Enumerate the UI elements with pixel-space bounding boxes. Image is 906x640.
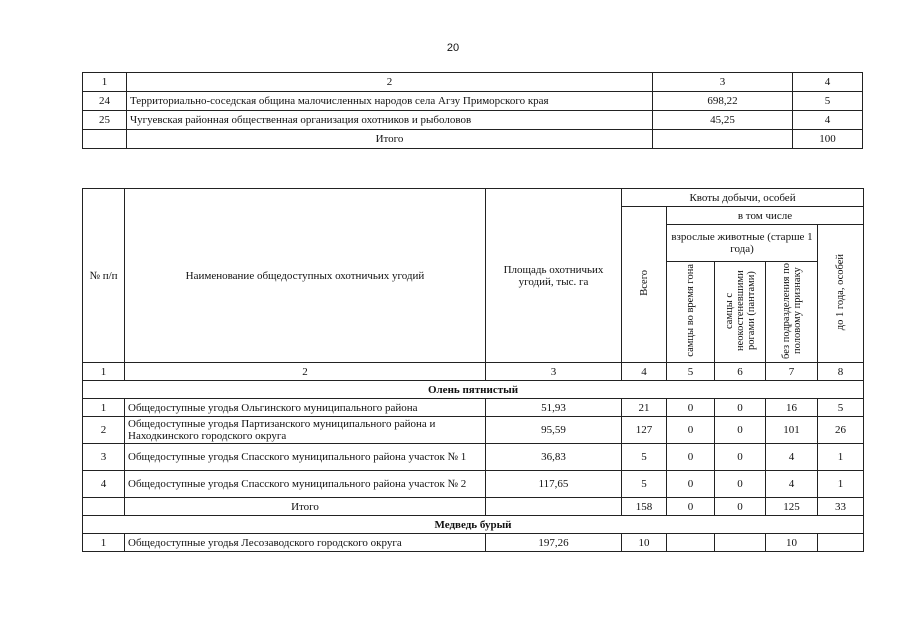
under-one-value: 33: [818, 498, 864, 516]
page-number: 20: [446, 42, 460, 54]
quota-value: 4: [793, 111, 863, 130]
area-value: 45,25: [653, 111, 793, 130]
no-sex-value: 10: [766, 534, 818, 552]
quota-value: 5: [793, 92, 863, 111]
males-unossified-value: 0: [715, 444, 766, 471]
row-number: 2: [83, 417, 125, 444]
hunting-ground-name: Общедоступные угодья Спасского муниципального района участок № 1: [125, 444, 486, 471]
no-sex-value: 4: [766, 444, 818, 471]
quota-total: 127: [622, 417, 667, 444]
header-name: Наименование общедоступных охотничьих угодий: [125, 189, 486, 363]
organization-name: Территориально-соседская община малочисленных народов села Агзу Приморского края: [127, 92, 653, 111]
row-number: 24: [83, 92, 127, 111]
quota-table: [82, 188, 864, 552]
males-unossified-value: 0: [715, 498, 766, 516]
area-value: 36,83: [486, 444, 622, 471]
section-title: Олень пятнистый: [83, 381, 864, 399]
males-unossified-value: 0: [715, 399, 766, 417]
column-number: 4: [622, 363, 667, 381]
under-one-value: [818, 534, 864, 552]
males-rut-value: 0: [667, 444, 715, 471]
under-one-value: 26: [818, 417, 864, 444]
no-sex-value: 16: [766, 399, 818, 417]
header-quotas: Квоты добычи, особей: [622, 189, 864, 207]
table-row: [83, 92, 863, 111]
header-number: № п/п: [83, 189, 125, 363]
hunting-ground-name: Общедоступные угодья Ольгинского муниципального района: [125, 399, 486, 417]
column-number: 2: [127, 73, 653, 92]
header-adults: взрослые животные (старше 1 года): [667, 225, 818, 262]
under-one-value: 5: [818, 399, 864, 417]
section-header-row: [83, 516, 864, 534]
table-row: [83, 417, 864, 444]
quota-total: 5: [622, 444, 667, 471]
column-number: 4: [793, 73, 863, 92]
quota-total: 158: [622, 498, 667, 516]
no-sex-value: 4: [766, 471, 818, 498]
column-number: 5: [667, 363, 715, 381]
quota-total: 10: [622, 534, 667, 552]
males-rut-value: 0: [667, 399, 715, 417]
organization-name: Чугуевская районная общественная организация охотников и рыболовов: [127, 111, 653, 130]
row-number: 1: [83, 534, 125, 552]
table-row: [83, 534, 864, 552]
column-number: 7: [766, 363, 818, 381]
column-number: 6: [715, 363, 766, 381]
row-number: 3: [83, 444, 125, 471]
header-under-one: до 1 года, особей: [818, 225, 864, 363]
males-rut-value: 0: [667, 417, 715, 444]
total-row: [83, 130, 863, 149]
header-total: Всего: [622, 207, 667, 363]
males-unossified-value: 0: [715, 471, 766, 498]
males-rut-value: [667, 534, 715, 552]
column-number: 1: [83, 363, 125, 381]
summary-table: [82, 72, 863, 149]
header-no-sex: без подразделения по половому признаку: [766, 262, 818, 363]
hunting-ground-name: Общедоступные угодья Спасского муниципального района участок № 2: [125, 471, 486, 498]
hunting-ground-name: Общедоступные угодья Партизанского муниципального района и Находкинского городского округа: [125, 417, 486, 444]
column-number: 1: [83, 73, 127, 92]
no-sex-value: 125: [766, 498, 818, 516]
area-value: 117,65: [486, 471, 622, 498]
table-row: [83, 471, 864, 498]
total-label: Итого: [127, 130, 653, 149]
table-header-row: [83, 73, 863, 92]
males-unossified-value: 0: [715, 417, 766, 444]
header-including: в том числе: [667, 207, 864, 225]
header-area: Площадь охотничьих угодий, тыс. га: [486, 189, 622, 363]
row-number: 1: [83, 399, 125, 417]
section-title: Медведь бурый: [83, 516, 864, 534]
hunting-ground-name: Общедоступные угодья Лесозаводского городского округа: [125, 534, 486, 552]
table-row: [83, 399, 864, 417]
area-value: 51,93: [486, 399, 622, 417]
row-number: 25: [83, 111, 127, 130]
males-unossified-value: [715, 534, 766, 552]
area-value: 698,22: [653, 92, 793, 111]
column-number: 3: [486, 363, 622, 381]
area-value: 95,59: [486, 417, 622, 444]
row-number: 4: [83, 471, 125, 498]
no-sex-value: 101: [766, 417, 818, 444]
column-number: 3: [653, 73, 793, 92]
quota-total: 21: [622, 399, 667, 417]
column-number: 2: [125, 363, 486, 381]
table-row: [83, 444, 864, 471]
area-value: 197,26: [486, 534, 622, 552]
males-rut-value: 0: [667, 471, 715, 498]
header-males-rut: самцы во время гона: [667, 262, 715, 363]
table-row: [83, 111, 863, 130]
header-males-unossified: самцы с неокостеневшими рогами (пантами): [715, 262, 766, 363]
males-rut-value: 0: [667, 498, 715, 516]
total-value: 100: [793, 130, 863, 149]
total-label: Итого: [125, 498, 486, 516]
column-number: 8: [818, 363, 864, 381]
quota-total: 5: [622, 471, 667, 498]
total-row: [83, 498, 864, 516]
under-one-value: 1: [818, 471, 864, 498]
under-one-value: 1: [818, 444, 864, 471]
column-numbers-row: [83, 363, 864, 381]
section-header-row: [83, 381, 864, 399]
